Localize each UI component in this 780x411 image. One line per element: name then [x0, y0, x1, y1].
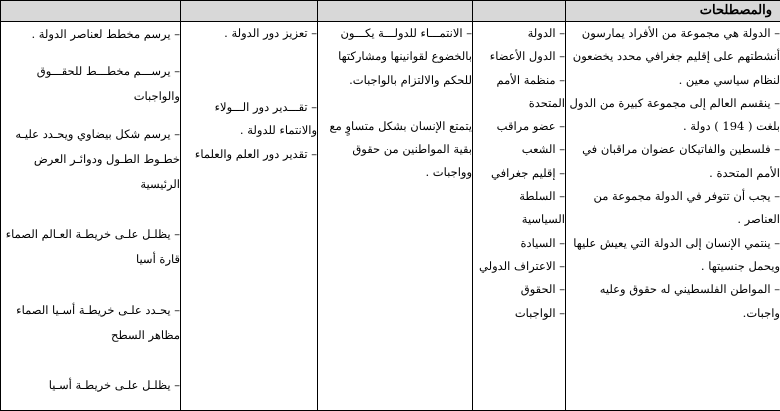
values-column — [181, 22, 318, 411]
attitudes-column — [318, 22, 473, 411]
value-item: – تقدير دور العلم والعلماء — [181, 143, 317, 167]
term-item: – الشعب — [473, 138, 565, 161]
definition-item: – فلسطين والفاتيكان عضوان مراقبان في الأمم المتحدة . — [566, 138, 780, 185]
skill-item: – يرسم شكل بيضاوي ويحـدد عليـه خطـوط الطـول ودوائـر العرض الرئيسية — [1, 122, 180, 198]
terms-column — [473, 22, 566, 411]
term-item: – الاعتراف الدولي — [473, 255, 565, 278]
header-values-cell — [181, 1, 318, 22]
header-title: والمصطلحات — [700, 3, 772, 18]
term-item: – منظمة الأمم المتحدة — [473, 69, 565, 116]
skill-item: – يظلـل علـى خريطـة أسـيا — [1, 373, 180, 398]
definition-item: – ينقسم العالم إلى مجموعة كبيرة من الدول بلغت ( 194 ) دولة . — [566, 92, 780, 139]
term-item: – الدول الأعضاء — [473, 45, 565, 68]
term-item: – إقليم جغرافي — [473, 162, 565, 185]
header-attitudes-cell — [318, 1, 473, 22]
definition-item: – المواطن الفلسطيني له حقوق وعليه واجبات. — [566, 278, 780, 325]
skills-column — [1, 22, 181, 411]
skill-item: – يرسم مخطط لعناصر الدولة . — [1, 22, 180, 47]
value-item: – تعزيز دور الدولة . — [181, 22, 317, 46]
term-item: – الدولة — [473, 22, 565, 45]
definition-item: – يجب أن تتوفر في الدولة مجموعة من العناصر . — [566, 185, 780, 232]
term-item: – السلطة السياسية — [473, 185, 565, 232]
skill-item: – يحـدد علـى خريطـة أسـيا الصماء مظاهر السطح — [1, 298, 180, 348]
skill-item: – يظلـل علـى خريطـة العـالم الصماء قارة أسيا — [1, 222, 180, 272]
term-item: – عضو مراقب — [473, 115, 565, 138]
skill-item: – يرســـم مخطـــط للحقـــوق والواجبات — [1, 59, 180, 109]
definition-item: – الدولة هي مجموعة من الأفراد يمارسون أنشطتهم على إقليم جغرافي محدد يخضعون لنظام سياسي معين . — [566, 22, 780, 92]
attitude-item: يتمتع الإنسان بشكل متساوٍ مع بقية المواطنين من حقوق وواجبات . — [318, 115, 472, 185]
term-item: – السيادة — [473, 232, 565, 255]
value-item: – تقـــدير دور الـــولاء والانتماء للدولة . — [181, 96, 317, 143]
term-item: – الواجبات — [473, 302, 565, 325]
table-body-row — [1, 22, 780, 411]
term-item: – الحقوق — [473, 278, 565, 301]
table-header-row — [1, 1, 780, 22]
definition-item: – ينتمي الإنسان إلى الدولة التي يعيش عليها ويحمل جنسيتها . — [566, 232, 780, 279]
attitude-item: – الانتمـــاء للدولـــة يكـــون بالخضوع لقوانينها ومشاركتها للحكم والالتزام بالواجبات. — [318, 22, 472, 92]
header-title-cell — [566, 1, 780, 22]
definitions-column — [566, 22, 780, 411]
header-skills-cell — [1, 1, 181, 22]
header-terms-cell — [473, 1, 566, 22]
